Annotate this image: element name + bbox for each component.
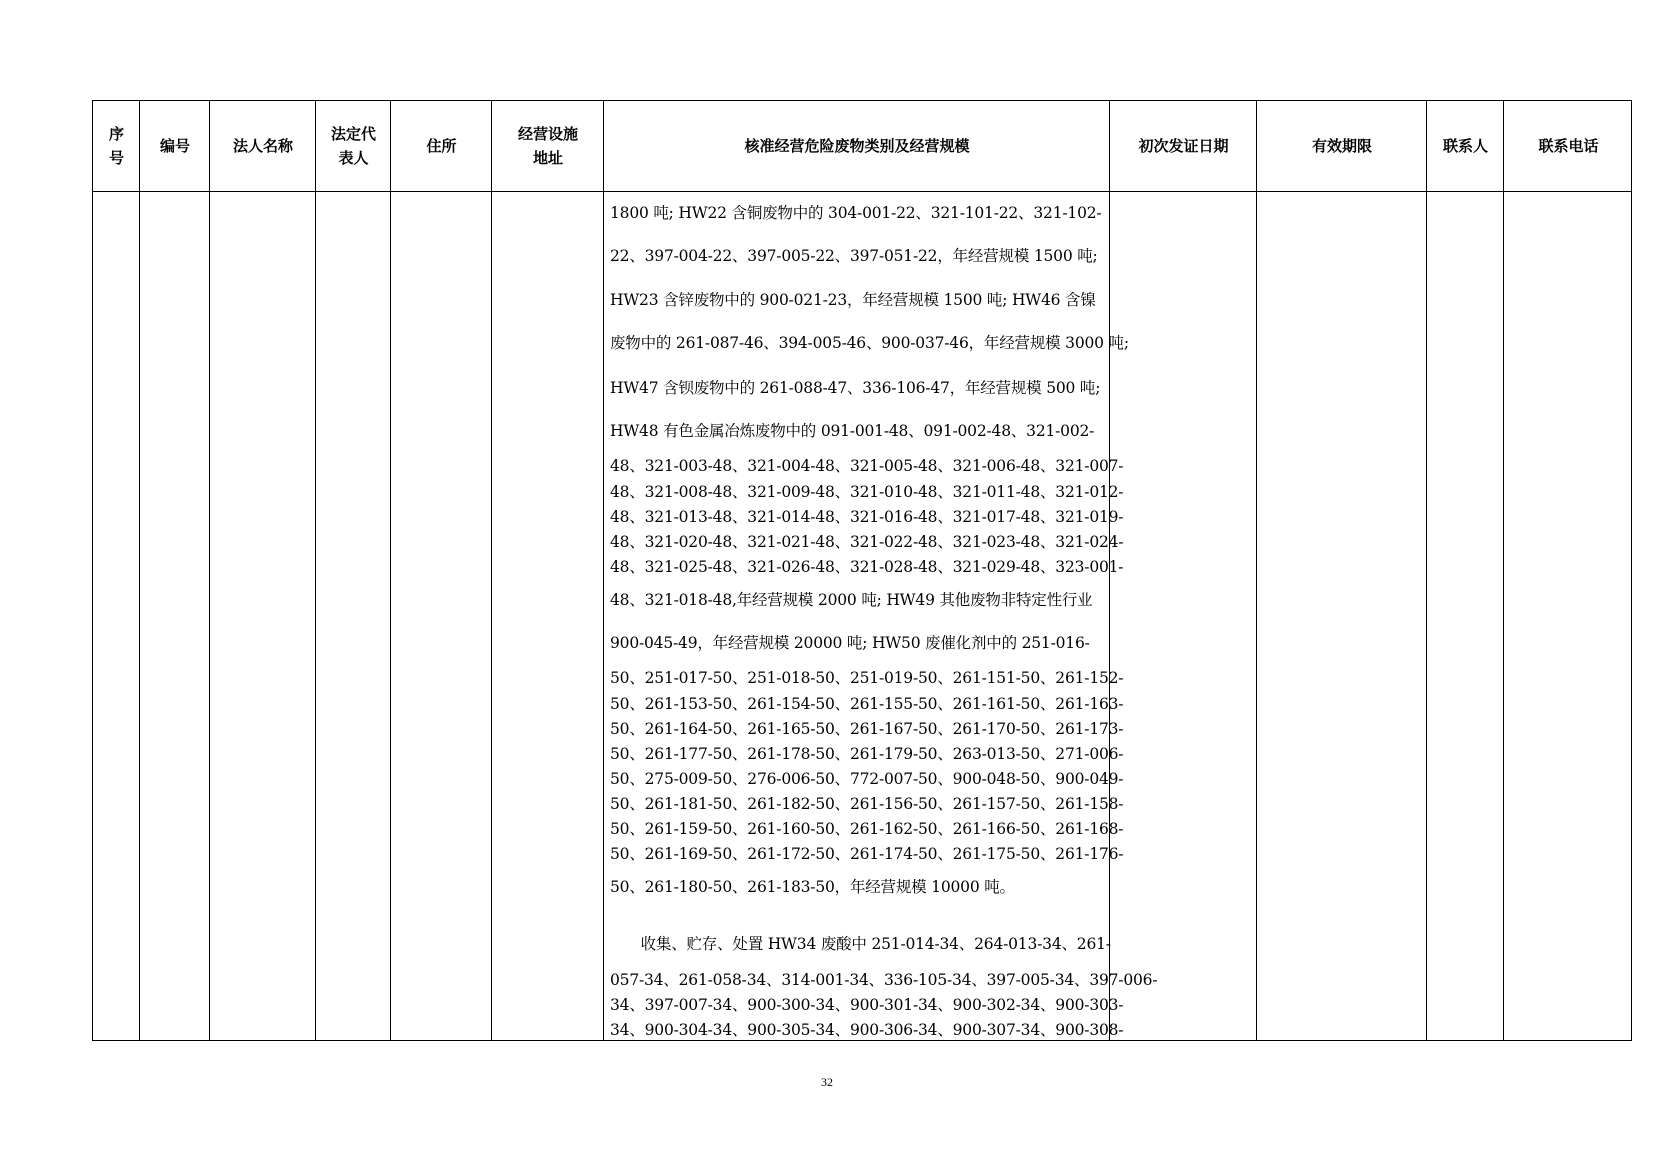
column-divider (209, 101, 210, 1040)
header-contact-person: 联系人 (1442, 137, 1488, 155)
column-divider (603, 101, 604, 1040)
scope-text-line: 50、261-164-50、261-165-50、261-167-50、261-170-50、261-173- (610, 720, 1124, 739)
scope-text-line: HW23 含锌废物中的 900-021-23，年经营规模 1500 吨; HW46 含镍 (610, 290, 1096, 309)
scope-text-line: 50、261-153-50、261-154-50、261-155-50、261-161-50、261-163- (610, 694, 1124, 713)
column-divider (1256, 101, 1257, 1040)
scope-text-line: 1800 吨; HW22 含铜废物中的 304-001-22、321-101-22、321-102- (610, 203, 1102, 222)
scope-text-line: 48、321-003-48、321-004-48、321-005-48、321-006-48、321-007- (610, 457, 1124, 476)
scope-text-line: 34、397-007-34、900-300-34、900-301-34、900-302-34、900-303- (610, 995, 1124, 1014)
scope-text-line: 22、397-004-22、397-005-22、397-051-22，年经营规模 1500 吨; (610, 247, 1098, 266)
column-divider (1503, 101, 1504, 1040)
header-approved-scope: 核准经营危险废物类别及经营规模 (744, 137, 970, 155)
scope-text-line: HW48 有色金属冶炼废物中的 091-001-48、091-002-48、321-002- (610, 422, 1095, 441)
scope-text-line: 50、261-181-50、261-182-50、261-156-50、261-157-50、261-158- (610, 795, 1124, 814)
header-legal-rep: 法定代 表人 (330, 125, 376, 167)
scope-text-line: HW47 含钡废物中的 261-088-47、336-106-47，年经营规模 500 吨; (610, 378, 1101, 397)
scope-text-line: 48、321-008-48、321-009-48、321-010-48、321-011-48、321-012- (610, 482, 1124, 501)
scope-text-line: 50、261-169-50、261-172-50、261-174-50、261-175-50、261-176- (610, 845, 1124, 864)
header-code: 编号 (159, 137, 190, 155)
scope-text-line: 48、321-013-48、321-014-48、321-016-48、321-017-48、321-019- (610, 508, 1124, 527)
scope-text-line: 废物中的 261-087-46、394-005-46、900-037-46，年经营规模 3000 吨; (610, 334, 1129, 353)
scope-text-line: 50、275-009-50、276-006-50、772-007-50、900-048-50、900-049- (610, 769, 1124, 788)
column-divider (315, 101, 316, 1040)
scope-text-line: 057-34、261-058-34、314-001-34、336-105-34、397-005-34、397-006- (610, 971, 1158, 990)
header-address: 住所 (426, 137, 457, 155)
scope-text-line: 34、900-304-34、900-305-34、900-306-34、900-307-34、900-308- (610, 1021, 1124, 1040)
header-validity-period: 有效期限 (1311, 137, 1372, 155)
scope-text-line: 48、321-020-48、321-021-48、321-022-48、321-023-48、321-024- (610, 532, 1124, 551)
column-divider (491, 101, 492, 1040)
header-divider (93, 191, 1631, 192)
column-divider (390, 101, 391, 1040)
page-number: 32 (821, 1075, 833, 1089)
scope-text-line: 48、321-025-48、321-026-48、321-028-48、321-029-48、323-001- (610, 557, 1124, 576)
header-seq: 序 号 (108, 125, 124, 167)
column-divider (139, 101, 140, 1040)
scope-text-line: 收集、贮存、处置 HW34 废酸中 251-014-34、264-013-34、261- (610, 935, 1111, 954)
header-first-issue-date: 初次发证日期 (1138, 137, 1229, 155)
header-legal-name: 法人名称 (232, 137, 293, 155)
header-contact-phone: 联系电话 (1538, 137, 1599, 155)
scope-text-line: 50、261-177-50、261-178-50、261-179-50、263-013-50、271-006- (610, 744, 1124, 763)
scope-text-line: 900-045-49，年经营规模 20000 吨; HW50 废催化剂中的 251-016- (610, 634, 1090, 653)
scope-text-line: 50、251-017-50、251-018-50、251-019-50、261-151-50、261-152- (610, 669, 1124, 688)
license-table (92, 100, 1632, 1041)
column-divider (1426, 101, 1427, 1040)
scope-text-line: 48、321-018-48,年经营规模 2000 吨; HW49 其他废物非特定性行业 (610, 590, 1093, 609)
scope-text-line: 50、261-180-50、261-183-50，年经营规模 10000 吨。 (610, 878, 1015, 897)
header-facility-address: 经营设施 地址 (517, 125, 578, 167)
scope-text-line: 50、261-159-50、261-160-50、261-162-50、261-166-50、261-168- (610, 819, 1124, 838)
